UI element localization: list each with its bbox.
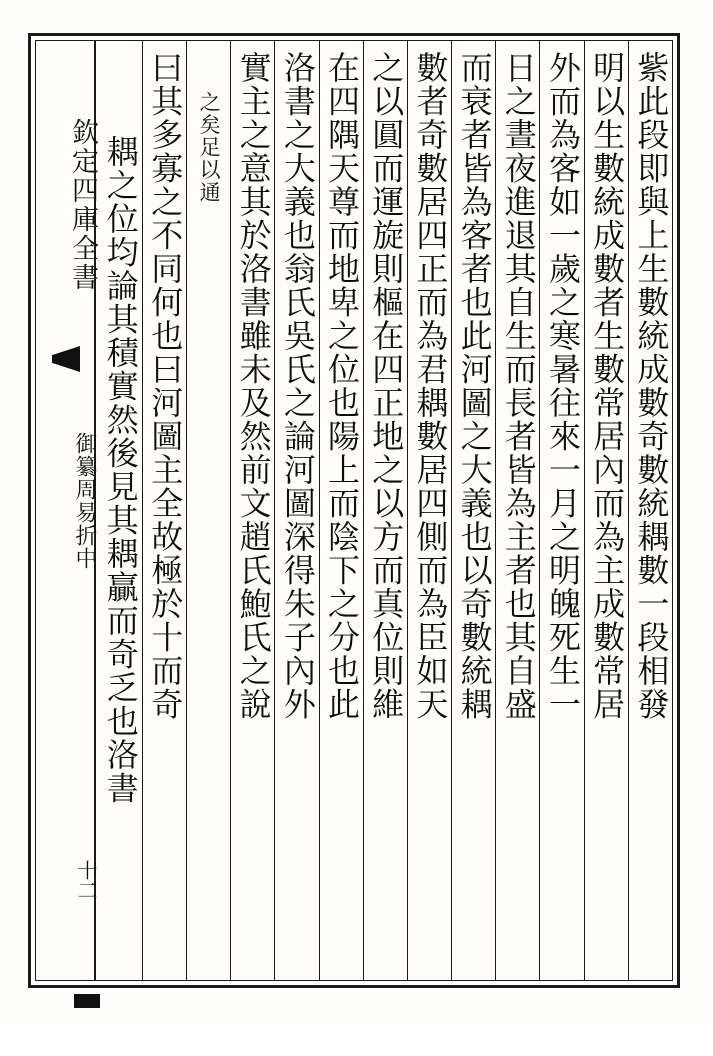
page-border-outer <box>28 33 680 988</box>
column-text: 外而為客如一歲之寒暑往來一月之明魄死生一 <box>543 51 582 721</box>
text-column <box>274 41 318 980</box>
text-column <box>98 41 142 980</box>
column-text: 日之晝夜進退其自生而長者皆為主者也其自盛 <box>499 51 538 721</box>
text-column <box>142 41 186 980</box>
printer-mark-icon <box>74 994 100 1008</box>
text-column <box>363 41 407 980</box>
column-text: 紫此段即與上生數統成數奇數統耦數一段相發 <box>632 51 671 721</box>
column-text: 明以生數統成數者生數常居內而為主成數常居 <box>588 51 627 721</box>
text-column <box>495 41 539 980</box>
column-text: 之矣足以通 <box>197 91 222 204</box>
column-text: 而衰者皆為客者也此河圖之大義也以奇數統耦 <box>455 51 494 721</box>
book-subtitle: 御纂周易折中 <box>72 432 97 570</box>
column-text: 之以圓而運旋則樞在四正地之以方而真位則維 <box>367 51 406 721</box>
text-columns <box>98 41 672 980</box>
book-title: 欽定四庫全書 <box>67 118 98 292</box>
page-border-inner <box>35 40 673 981</box>
column-text: 在四隅天尊而地卑之位也陽上而陰下之分也此 <box>323 51 361 721</box>
column-text: 實主之意其於洛書雖未及然前文趙氏鮑氏之說 <box>234 51 273 721</box>
column-text: 曰其多寡之不同何也曰河圖主全故極於十而奇 <box>146 51 185 721</box>
page-number: 十二 <box>74 860 98 900</box>
text-column <box>319 41 363 980</box>
column-text: 數者奇數居四正而為君耦數居四側而為臣如天 <box>411 51 450 721</box>
text-column <box>230 41 274 980</box>
text-column-annotation <box>186 41 230 980</box>
column-text: 耦之位均論其積實然後見其耦贏而奇乏也洛書 <box>101 135 140 805</box>
margin-band <box>36 41 96 980</box>
text-column <box>539 41 583 980</box>
text-column <box>451 41 495 980</box>
text-column <box>628 41 672 980</box>
column-text: 洛書之大義也翁氏吳氏之論河圖深得朱子內外 <box>278 51 317 721</box>
text-column <box>407 41 451 980</box>
text-column <box>584 41 628 980</box>
